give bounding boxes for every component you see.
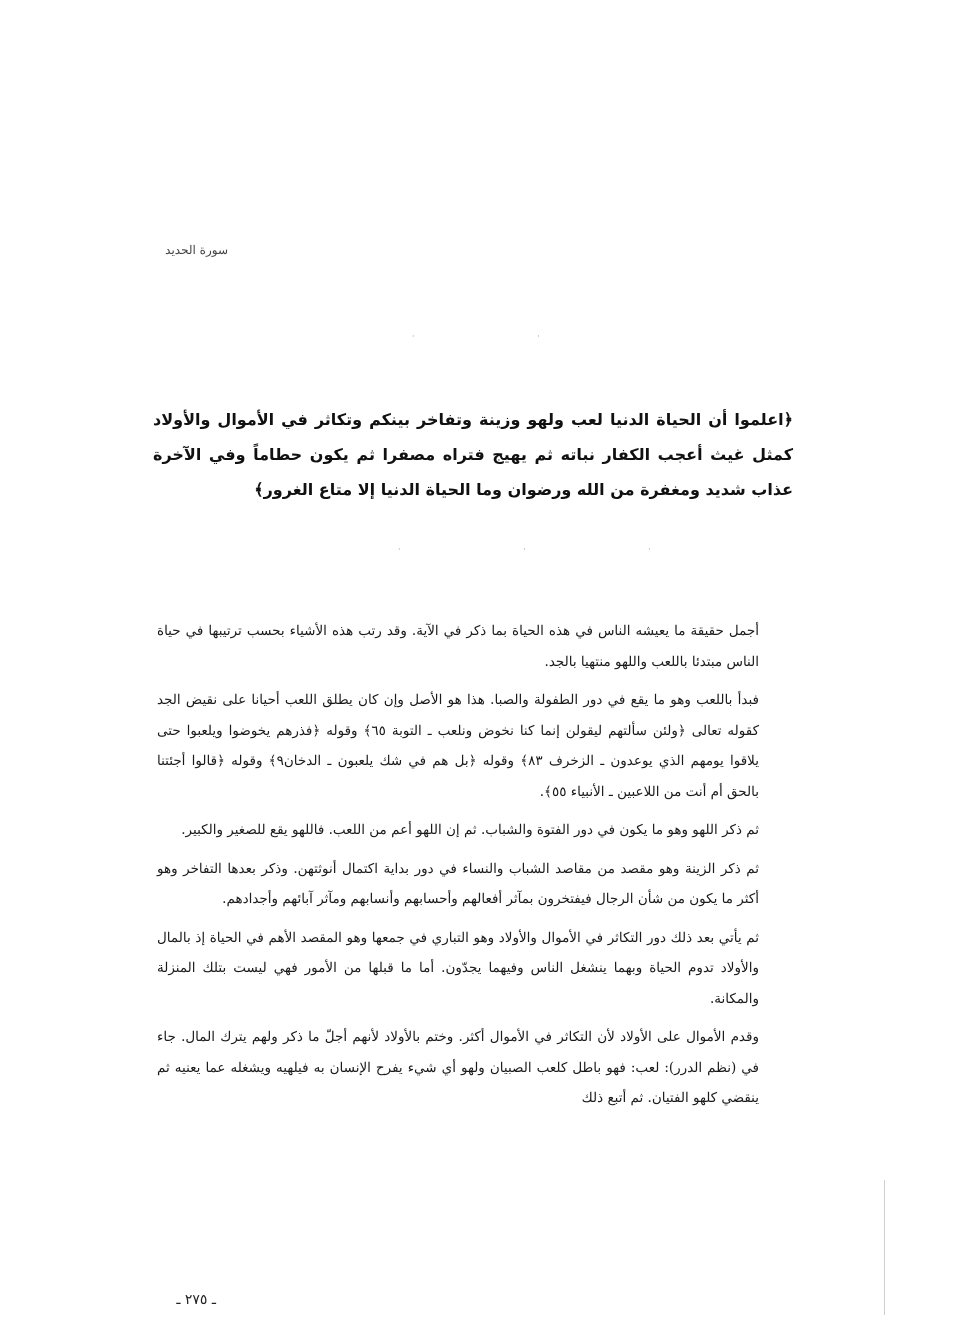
separator-dots-top: · · bbox=[412, 332, 600, 341]
scan-margin-line bbox=[884, 1180, 885, 1315]
quran-verse: ﴿اعلموا أن الحياة الدنيا لعب ولهو وزينة وتفاخر بينكم وتكاثر في الأموال والأولاد كمثل غيث أعجب الكفار نباته ثم يهيج فتراه مصفرا ثم يكون حطاماً وفي الآخرة عذاب شديد ومغفرة من الله ورضوان وما الحياة الدنيا إلا متاع الغرور﴾ bbox=[153, 410, 793, 499]
page-number: ـ ٢٧٥ ـ bbox=[176, 1292, 216, 1308]
paragraph: فبدأ باللعب وهو ما يقع في دور الطفولة والصبا. هذا هو الأصل وإن كان يطلق اللعب أحيانا على نقيض الجد كقوله تعالى ﴿ولئن سألتهم ليقولن إنما كنا نخوض ونلعب ـ التوبة ٦٥﴾ وقوله ﴿فذرهم يخوضوا ويلعبوا حتى يلاقوا يومهم الذي يوعدون ـ الزخرف ٨٣﴾ وقوله ﴿بل هم في شك يلعبون ـ الدخان٩﴾ وقوله ﴿قالوا أجئتنا بالحق أم أنت من اللاعبين ـ الأنبياء ٥٥﴾. bbox=[157, 692, 759, 800]
paragraph: ثم ذكر اللهو وهو ما يكون في دور الفتوة والشباب. ثم إن اللهو أعم من اللعب. فاللهو يقع للصغير والكبير. bbox=[181, 822, 759, 838]
separator-dots-bottom: · · · bbox=[398, 545, 711, 554]
paragraph: أجمل حقيقة ما يعيشه الناس في هذه الحياة بما ذكر في الآية. وقد رتب هذه الأشياء بحسب ترتيبها في حياة الناس مبتدئا باللعب واللهو منتهيا بالجد. bbox=[157, 623, 759, 670]
running-header: سورة الحديد bbox=[165, 243, 228, 257]
paragraph: وقدم الأموال على الأولاد لأن التكاثر في الأموال أكثر. وختم بالأولاد لأنهم أجلّ ما ذكر ولهم يترك المال. جاء في (نظم الدرر): لعب: فهو باطل كلعب الصبيان ولهو أي شيء يفرح الإنسان به فيلهيه ويشغله عما يعنيه ثم ينقضي كلهو الفتيان. ثم أتبع ذلك bbox=[157, 1029, 759, 1106]
body-text bbox=[157, 616, 759, 1122]
paragraph: ثم ذكر الزينة وهو مقصد من مقاصد الشباب والنساء في دور بداية اكتمال أنوثتهن. وذكر بعدها التفاخر وهو أكثر ما يكون من شأن الرجال فيفتخرون بمآثر أفعالهم وأحسابهم وأنسابهم ومآثر آبائهم وأجدادهم. bbox=[157, 860, 759, 907]
paragraph: ثم يأتي بعد ذلك دور التكاثر في الأموال والأولاد وهو التباري في جمعها وهو المقصد الأهم في الحياة إذ بالمال والأولاد تدوم الحياة وبهما ينشغل الناس وفيهما يجدّون. أما ما قبلها من الأمور فهي ليست بتلك المنزلة والمكانة. bbox=[157, 929, 759, 1007]
